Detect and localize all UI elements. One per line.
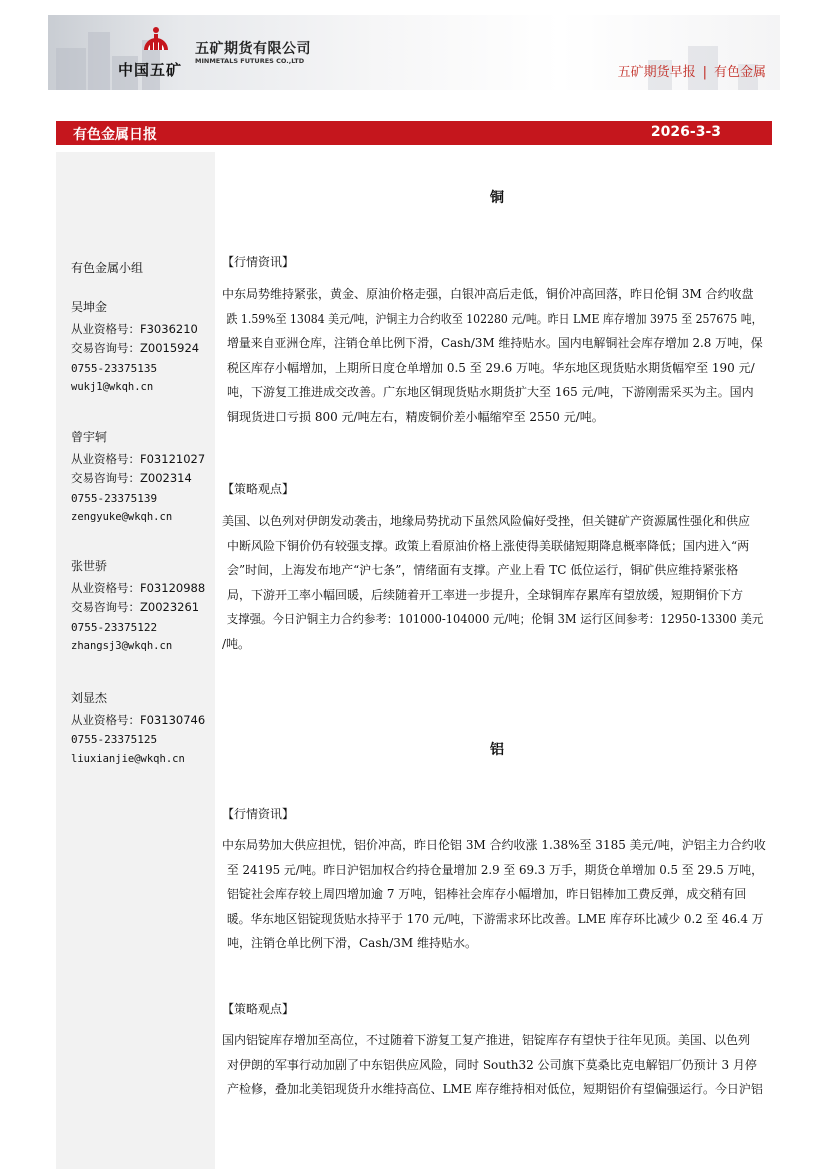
- report-header-label: [618, 61, 766, 80]
- text-line: 增量来自亚洲仓库，注销仓单比例下滑，Cash/3M 维持贴水。国内电解铜社会库存增加 2.8 万吨，保: [226, 336, 763, 350]
- text-line: 中东局势加大供应担忧，铝价冲高，昨日伦铝 3M 合约收涨 1.38%至 3185 美元/吨，沪铝主力合约收: [222, 838, 766, 852]
- report-date: 2026-3-3: [650, 124, 721, 140]
- text-line: 铜现货进口亏损 800 元/吨左右，精废铜价差小幅缩窄至 2550 元/吨。: [227, 409, 604, 424]
- analyst-name: 张世骄: [71, 559, 108, 573]
- aluminum-market-text: [222, 833, 768, 956]
- analyst-card: [71, 689, 205, 769]
- analyst-qualification: 从业资格号：F3036210: [71, 321, 198, 336]
- analyst-sidebar: [56, 152, 215, 1169]
- analyst-card: [71, 557, 205, 657]
- report-title: 有色金属日报: [73, 127, 157, 143]
- text-line: 吨，下游复工推进成交改善。广东地区铜现货贴水期货扩大至 165 元/吨，下游刚需采买为主。国内: [227, 385, 754, 399]
- analyst-name: 刘显杰: [71, 691, 108, 705]
- header-separator: |: [702, 65, 707, 80]
- text-line: 中断风险下铜价仍有较强支撑。政策上看原油价格上涨使得美联储短期降息概率降低；国内进入“两: [227, 538, 750, 553]
- minmetals-emblem-icon: [142, 26, 170, 52]
- copper-market-text: [222, 282, 768, 429]
- analyst-card: [71, 298, 199, 398]
- text-line: 支撑强。今日沪铜主力合约参考：101000-104000 元/吨；伦铜 3M 运行区间参考：12950-13300 美元: [226, 612, 764, 626]
- aluminum-market-tag: 【行情资讯】: [222, 807, 295, 821]
- section-title-copper: 铜: [490, 190, 504, 206]
- section-title-aluminum: 铝: [490, 742, 504, 758]
- text-line: 暖。华东地区铝锭现货贴水持平于 170 元/吨，下游需求环比改善。LME 库存环比减少 0.2 至 46.4 万: [226, 911, 764, 926]
- analyst-consult-id: 交易咨询号：Z0015924: [71, 341, 200, 355]
- copper-strategy-text: [222, 509, 768, 656]
- text-line: 国内铝锭库存增加至高位，不过随着下游复工复产推进，铝锭库存有望快于往年见顶。美国、以色列: [222, 1033, 751, 1047]
- brand-cn-mark: 中国五矿: [118, 61, 183, 79]
- analyst-phone: 0755-23375135: [71, 361, 158, 375]
- report-series: 五矿期货早报: [617, 65, 696, 80]
- analyst-email[interactable]: zhangsj3@wkqh.cn: [71, 640, 173, 652]
- analyst-email[interactable]: liuxianjie@wkqh.cn: [71, 752, 185, 765]
- analyst-qualification: 从业资格号：F03121027: [71, 451, 206, 466]
- analyst-consult-id: 交易咨询号：Z0023261: [71, 600, 200, 614]
- report-category: 有色金属: [713, 65, 766, 80]
- aluminum-strategy-text: [222, 1028, 768, 1102]
- text-line: 跌 1.59%至 13084 美元/吨，沪铜主力合约收至 102280 元/吨。昨日 LME 库存增加 3975 至 257675 吨，: [226, 311, 763, 326]
- copper-market-tag: 【行情资讯】: [222, 255, 295, 269]
- group-name: 有色金属小组: [71, 261, 144, 275]
- text-line: 铝锭社会库存较上周四增加逾 7 万吨，铝棒社会库存小幅增加，昨日铝棒加工费反弹，成交稍有回: [227, 887, 747, 901]
- text-line: 对伊朗的军事行动加剧了中东铝供应风险，同时 South32 公司旗下莫桑比克电解铝厂仍预计 3 月停: [227, 1057, 757, 1072]
- analyst-email[interactable]: wukj1@wkqh.cn: [71, 381, 154, 393]
- text-line: 局，下游开工率小幅回暖，后续随着开工率进一步提升，全球铜库存累库有望放缓，短期铜价下方: [227, 587, 744, 602]
- analyst-qualification: 从业资格号：F03130746: [71, 712, 206, 727]
- copper-strategy-tag: 【策略观点】: [222, 482, 295, 496]
- company-name-en: MINMETALS FUTURES CO.,LTD: [195, 57, 305, 65]
- analyst-phone: 0755-23375122: [71, 620, 158, 634]
- analyst-name: 曾宇轲: [71, 430, 108, 444]
- text-line: 美国、以色列对伊朗发动袭击，地缘局势扰动下虽然风险偏好受挫，但关键矿产资源属性强化和供应: [222, 514, 751, 528]
- text-line: 中东局势维持紧张，黄金、原油价格走强，白银冲高后走低，铜价冲高回落，昨日伦铜 3M 合约收盘: [222, 287, 754, 301]
- text-line: 会”时间，上海发布地产“沪七条”，情绪面有支撑。产业上看 TC 低位运行，铜矿供应维持紧张格: [227, 563, 739, 577]
- analyst-email[interactable]: zengyuke@wkqh.cn: [71, 511, 173, 523]
- text-line: 产检修，叠加北美铝现货升水维持高位、LME 库存维持相对低位，短期铝价有望偏强运行。今日沪铝: [226, 1082, 763, 1096]
- analyst-qualification: 从业资格号：F03120988: [71, 580, 206, 595]
- analyst-phone: 0755-23375139: [71, 491, 158, 505]
- text-line: /吨。: [222, 636, 251, 651]
- text-line: 税区库存小幅增加，上期所日度仓单增加 0.5 至 29.6 万吨。华东地区现货贴水期货幅窄至 190 元/: [227, 360, 755, 375]
- analyst-phone: 0755-23375125: [71, 733, 158, 746]
- aluminum-strategy-tag: 【策略观点】: [222, 1002, 295, 1016]
- title-bar: [56, 121, 772, 145]
- company-name: 五矿期货有限公司: [195, 41, 311, 57]
- text-line: 吨，注销仓单比例下滑，Cash/3M 维持贴水。: [227, 936, 478, 950]
- analyst-name: 吴坤金: [71, 300, 108, 314]
- analyst-card: [71, 428, 205, 528]
- analyst-consult-id: 交易咨询号：Z002314: [71, 471, 192, 485]
- text-line: 至 24195 元/吨。昨日沪铝加权合约持仓量增加 2.9 至 69.3 万手，期货仓单增加 0.5 至 29.5 万吨，: [226, 862, 763, 877]
